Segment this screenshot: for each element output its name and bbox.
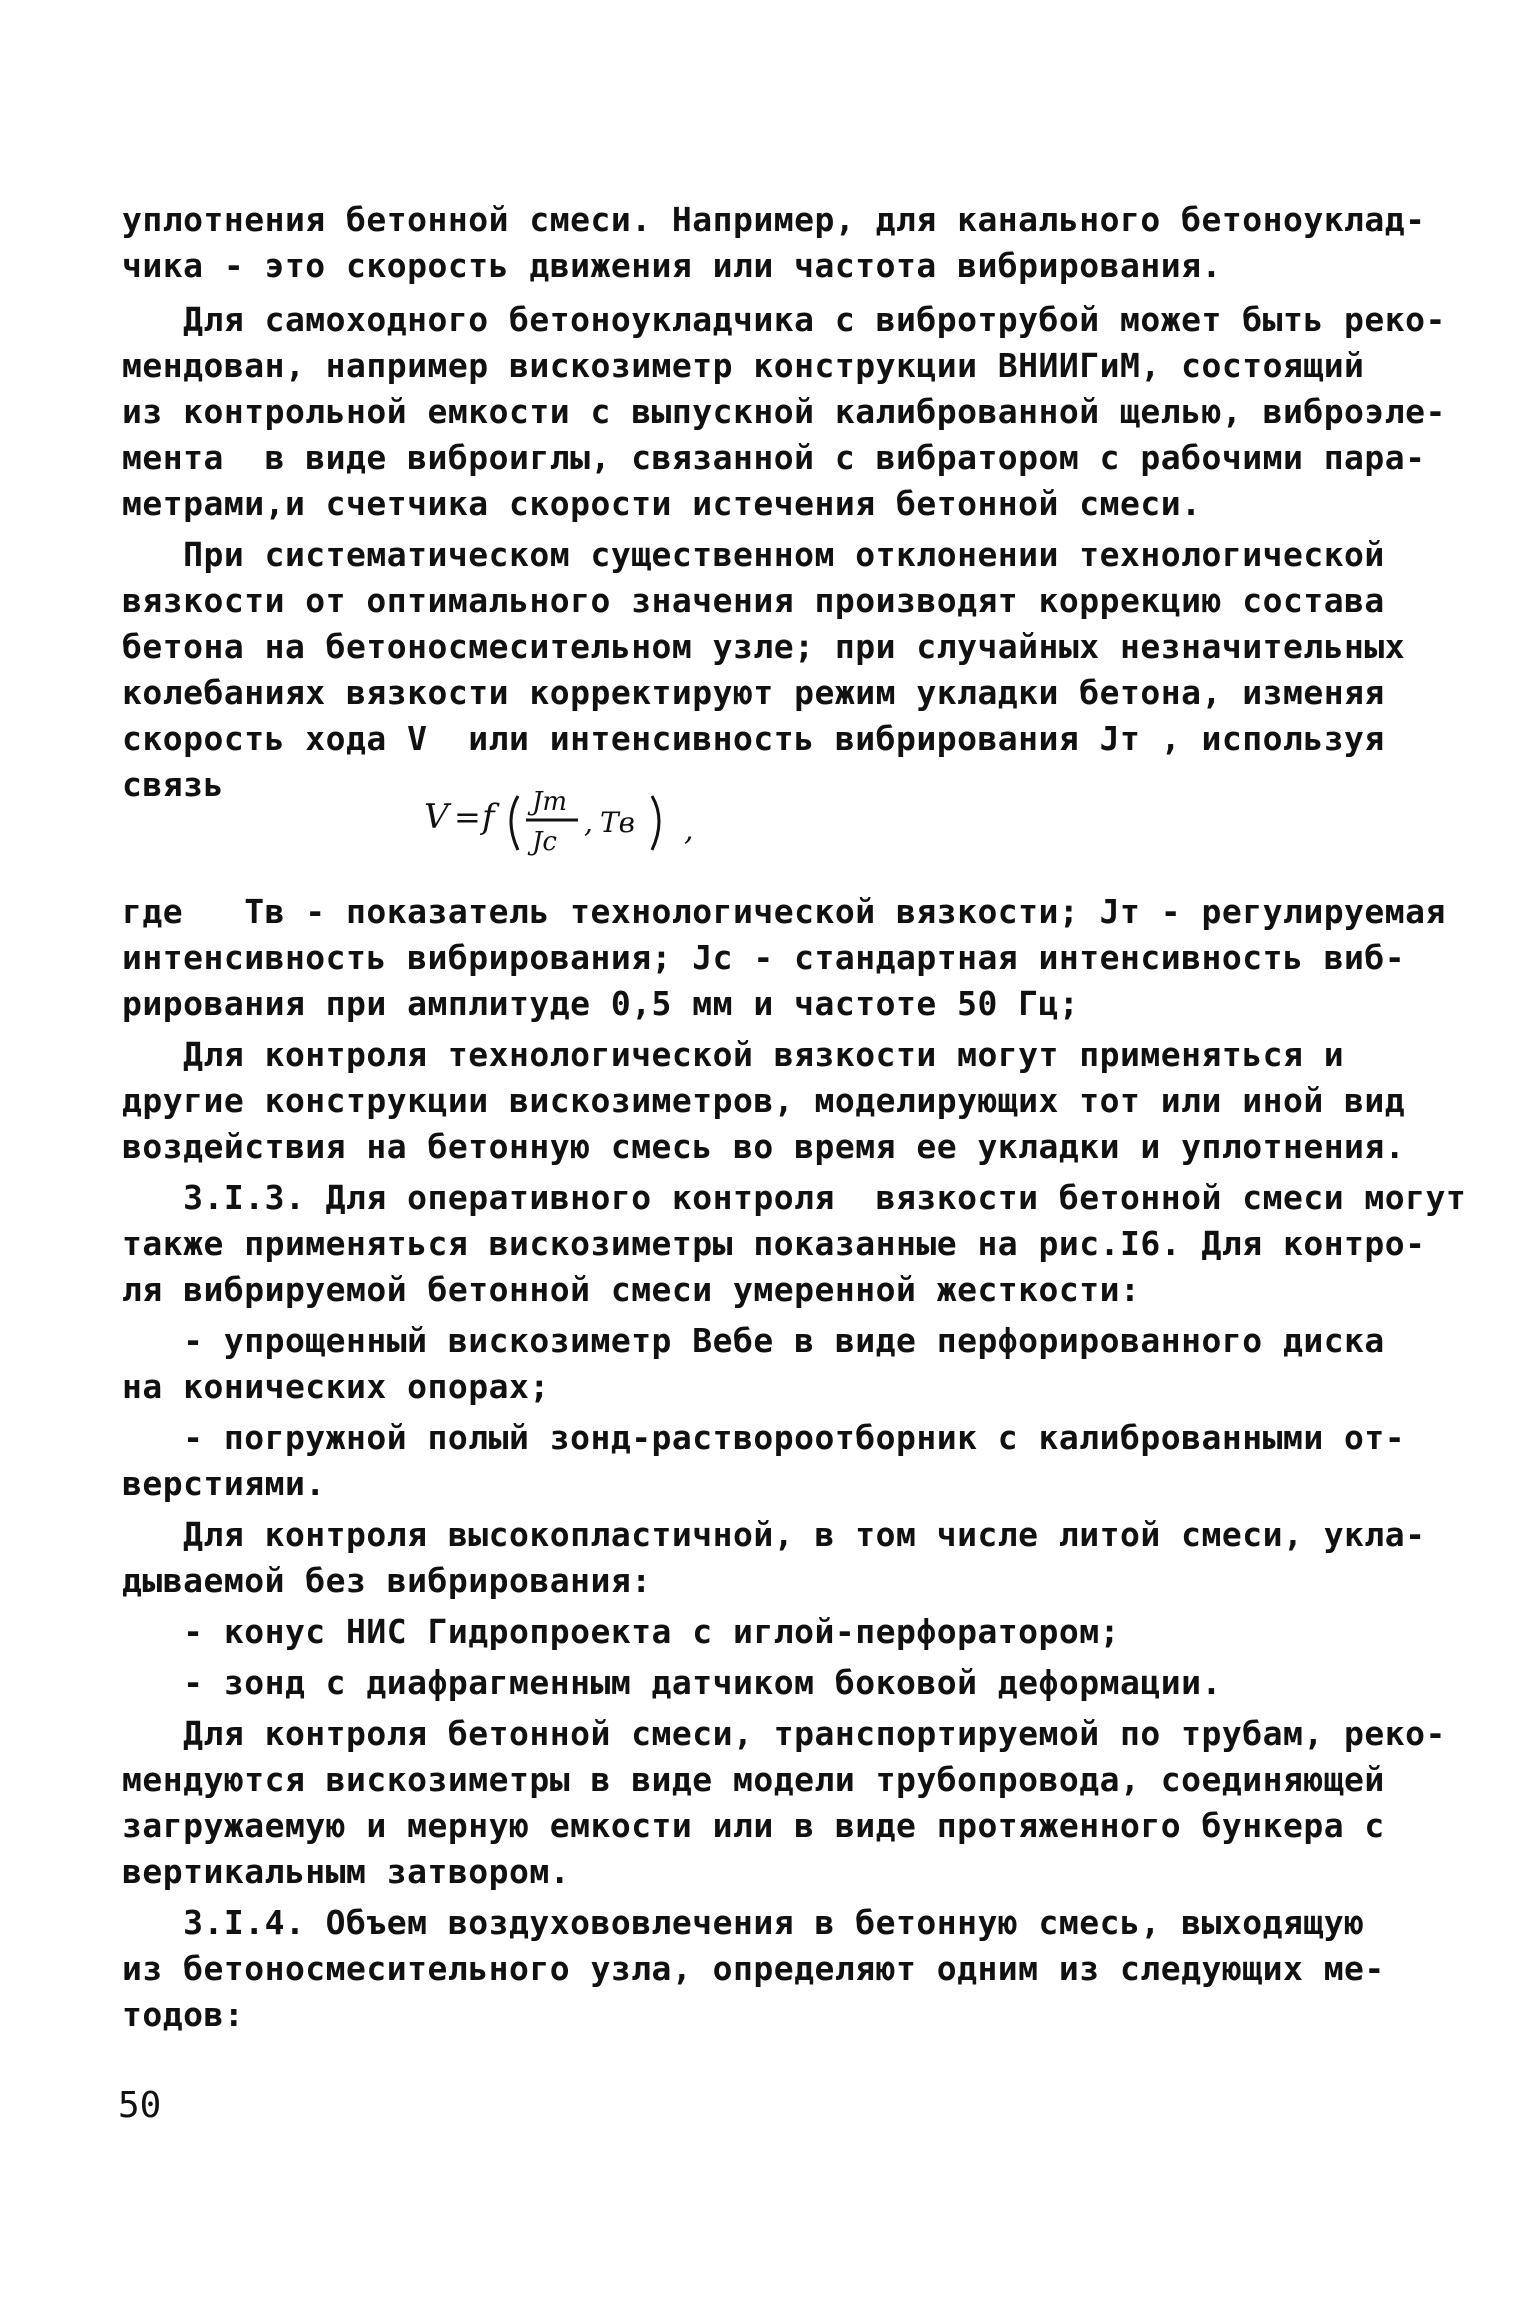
formula	[420, 770, 780, 860]
text-line: скорость хода V или интенсивность вибрирования Jт , используя	[122, 719, 1385, 758]
text-line: где Тв - показатель технологической вязкости; Jт - регулируемая	[122, 892, 1446, 931]
formula-trailing-comma: ,	[684, 813, 694, 848]
text-line: на конических опорах;	[122, 1367, 550, 1406]
text-line: бетона на бетоносмесительном узле; при случайных незначительных	[122, 627, 1406, 666]
text-line: При систематическом существенном отклонении технологической	[122, 535, 1385, 574]
text-line: - погружной полый зонд-раствороотборник с калиброванными от-	[122, 1418, 1406, 1457]
formula-equals: =	[454, 798, 481, 836]
formula-left-paren	[511, 796, 518, 850]
text-line: колебаниях вязкости корректируют режим укладки бетона, изменяя	[122, 673, 1385, 712]
text-line: - зонд с диафрагменным датчиком боковой деформации.	[122, 1663, 1222, 1702]
text-line: метрами,и счетчика скорости истечения бетонной смеси.	[122, 484, 1202, 523]
text-line: Для контроля технологической вязкости могут применяться и	[122, 1035, 1345, 1074]
text-line: другие конструкции вискозиметров, моделирующих тот или иной вид	[122, 1081, 1406, 1120]
formula-graphic	[420, 770, 780, 860]
formula-func: f	[482, 797, 495, 837]
formula-denominator: Jс	[532, 827, 557, 857]
text-line: связь	[122, 765, 224, 804]
text-line: тодов:	[122, 1995, 245, 2034]
formula-lhs: V	[424, 797, 449, 837]
text-line: чика - это скорость движения или частота вибрирования.	[122, 246, 1222, 285]
text-line: мендуются вискозиметры в виде модели трубопровода, соединяющей	[122, 1760, 1385, 1799]
text-line: воздействия на бетонную смесь во время ее укладки и уплотнения.	[122, 1127, 1406, 1166]
text-line: интенсивность вибрирования; Jс - стандартная интенсивность виб-	[122, 938, 1406, 977]
text-line: Для самоходного бетоноукладчика с вибротрубой может быть реко-	[122, 300, 1446, 339]
text-line: рирования при амплитуде 0,5 мм и частоте 50 Гц;	[122, 984, 1080, 1023]
text-line: вязкости от оптимального значения производят коррекцию состава	[122, 581, 1385, 620]
text-line: из бетоносмесительного узла, определяют одним из следующих ме-	[122, 1949, 1385, 1988]
text-line: также применяться вискозиметры показанные на рис.I6. Для контро-	[122, 1224, 1426, 1263]
formula-right-paren	[652, 796, 659, 850]
formula-numerator: Jт	[532, 787, 568, 817]
text-line: - упрощенный вискозиметр Вебе в виде перфорированного диска	[122, 1321, 1385, 1360]
text-line: 3.I.4. Объем воздухововлечения в бетонную смесь, выходящую	[122, 1903, 1365, 1942]
text-line: ля вибрируемой бетонной смеси умеренной жесткости:	[122, 1270, 1141, 1309]
text-line: верстиями.	[122, 1464, 326, 1503]
text-line: мендован, например вискозиметр конструкции ВНИИГиМ, состоящий	[122, 346, 1365, 385]
text-line: вертикальным затвором.	[122, 1852, 571, 1891]
formula-second-arg: Тв	[600, 806, 635, 839]
text-line: Для контроля высокопластичной, в том числе литой смеси, укла-	[122, 1515, 1426, 1554]
text-line: уплотнения бетонной смеси. Например, для канального бетоноуклад-	[122, 200, 1426, 239]
text-line: из контрольной емкости с выпускной калиброванной щелью, виброэле-	[122, 392, 1446, 431]
page-number: 50	[118, 2085, 162, 2126]
text-line: 3.I.3. Для оперативного контроля вязкости бетонной смеси могут	[122, 1178, 1467, 1217]
text-line: мента в виде виброиглы, связанной с вибратором с рабочими пара-	[122, 438, 1426, 477]
text-line: Для контроля бетонной смеси, транспортируемой по трубам, реко-	[122, 1714, 1446, 1753]
text-line: - конус НИС Гидропроекта с иглой-перфоратором;	[122, 1612, 1121, 1651]
text-line: загружаемую и мерную емкости или в виде протяженного бункера с	[122, 1806, 1385, 1845]
formula-comma: ,	[584, 806, 593, 839]
text-line: дываемой без вибрирования:	[122, 1561, 652, 1600]
